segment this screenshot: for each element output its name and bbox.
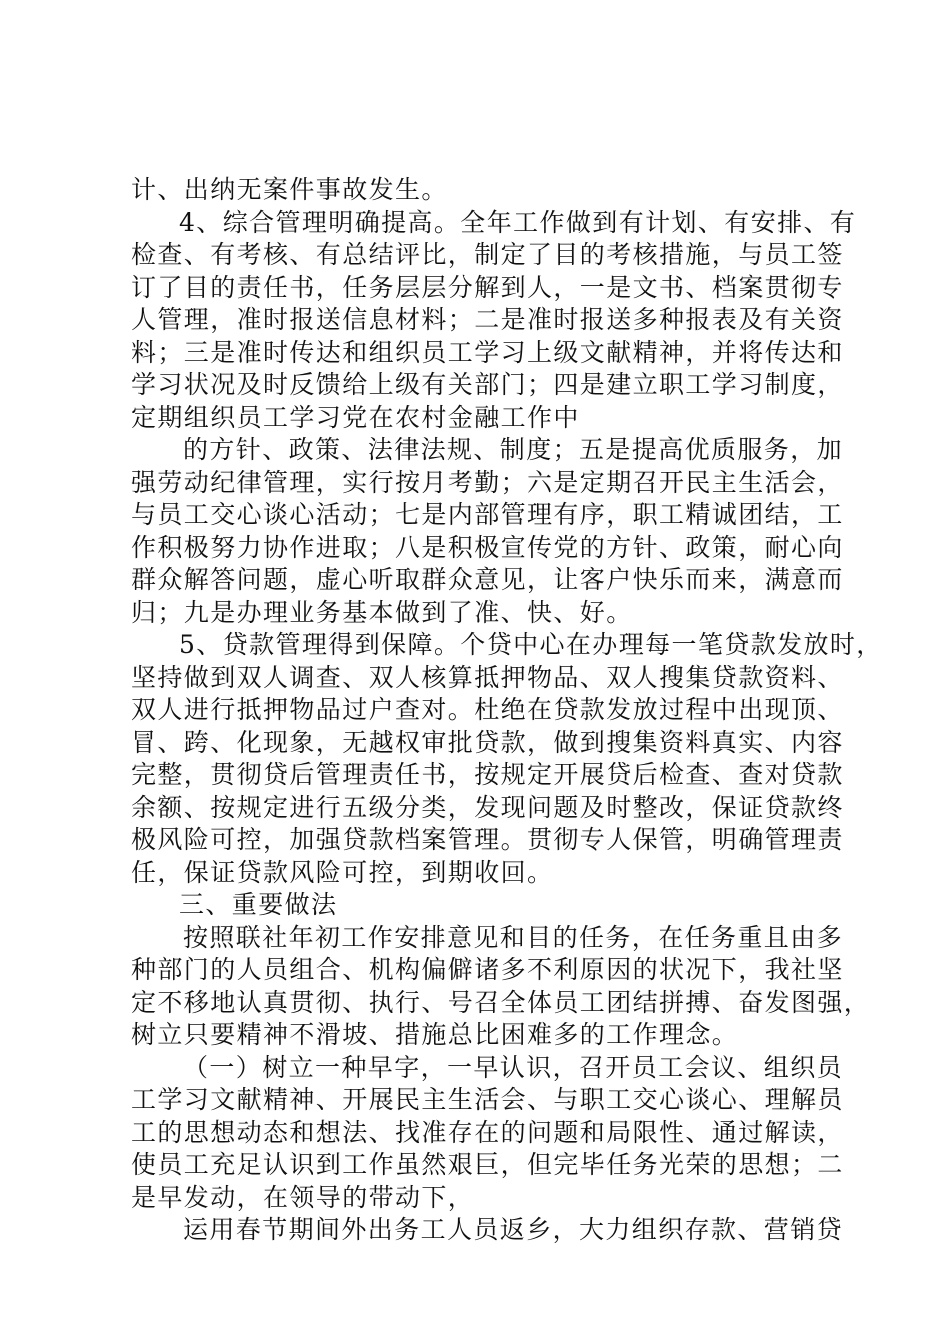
text-line: 的方针、政策、法律法规、制度；五是提高优质服务，加 [183,435,844,464]
paragraph-item-5: 5、贷款管理得到保障。个贷中心在办理每一笔贷款发放时， [179,630,883,659]
text-line: 人管理，准时报送信息材料；二是准时报送多种报表及有关资 [131,305,844,334]
text-line: 树立只要精神不滑坡、措施总比困难多的工作理念。 [131,1020,739,1049]
text-line: 种部门的人员组合、机构偏僻诸多不利原因的状况下，我社坚 [131,955,844,984]
section-heading: 三、重要做法 [179,890,338,919]
text-line: 任，保证贷款风险可控，到期收回。 [131,857,554,887]
text-line: 强劳动纪律管理，实行按月考勤；六是定期召开民主生活会， [131,467,844,497]
text-line: 群众解答问题，虚心听取群众意见，让客户快乐而来，满意而 [131,565,844,594]
text-line: 工学习文献精神、开展民主生活会、与职工交心谈心、理解员 [131,1085,844,1114]
text-line: 学习状况及时反馈给上级有关部门；四是建立职工学习制度， [131,370,844,399]
text-line: 定期组织员工学习党在农村金融工作中 [131,402,580,432]
text-line: 检查、有考核、有总结评比，制定了目的考核措施，与员工签 [131,240,844,269]
text-line: 订了目的责任书，任务层层分解到人，一是文书、档案贯彻专 [131,272,844,302]
text-line: 归；九是办理业务基本做到了准、快、好。 [131,597,633,627]
text-line: 冒、跨、化现象，无越权审批贷款，做到搜集资料真实、内容 [131,727,844,757]
document-body [131,174,883,1247]
paragraph-item-4: 4、综合管理明确提高。全年工作做到有计划、有安排、有 [179,207,857,237]
text-line: 坚持做到双人调查、双人核算抵押物品、双人搜集贷款资料、 [131,662,844,692]
text-line: 定不移地认真贯彻、执行、号召全体员工团结拼搏、奋发图强， [131,987,871,1017]
text-line: 计、出纳无案件事故发生。 [131,175,448,204]
text-line: 余额、按规定进行五级分类，发现问题及时整改，保证贷款终 [131,792,844,822]
text-line: 运用春节期间外出务工人员返乡，大力组织存款、营销贷 [183,1215,844,1244]
subsection-item-1: （一）树立一种早字，一早认识，召开员工会议、组织员 [183,1052,844,1082]
text-line: 料；三是准时传达和组织员工学习上级文献精神，并将传达和 [131,337,844,367]
text-line: 是早发动，在领导的带动下， [131,1182,475,1212]
text-line: 工的思想动态和想法、找准存在的问题和局限性、通过解读， [131,1117,844,1147]
text-line: 双人进行抵押物品过户查对。杜绝在贷款发放过程中出现顶、 [131,695,844,724]
text-line: 与员工交心谈心活动；七是内部管理有序，职工精诚团结，工 [131,500,844,529]
text-line: 极风险可控，加强贷款档案管理。贯彻专人保管，明确管理责 [131,825,844,854]
text-line: 作积极努力协作进取；八是积极宣传党的方针、政策，耐心向 [131,532,844,562]
text-line: 完整，贯彻贷后管理责任书，按规定开展贷后检查、查对贷款 [131,760,844,789]
text-line: 使员工充足认识到工作虽然艰巨，但完毕任务光荣的思想；二 [131,1150,844,1179]
text-line: 按照联社年初工作安排意见和目的任务，在任务重且由多 [183,922,844,952]
